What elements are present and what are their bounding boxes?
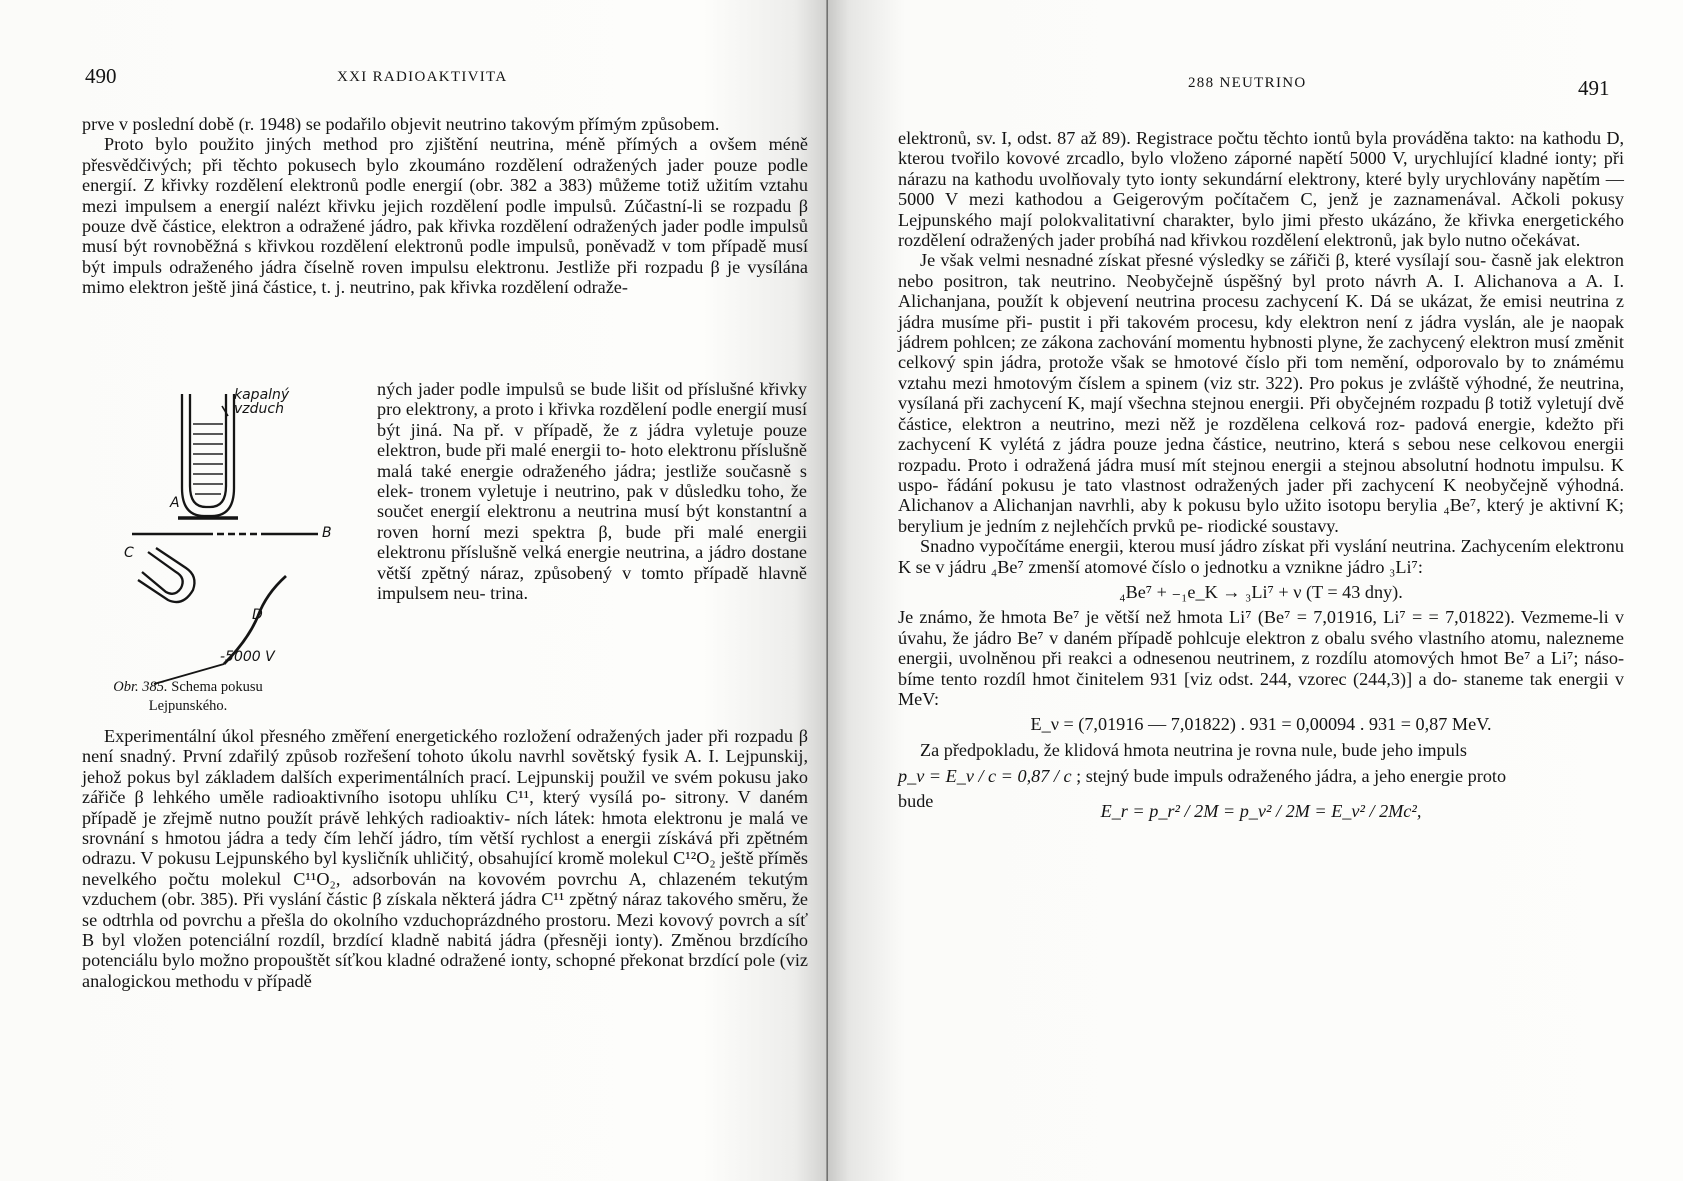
text-line: spinem (viz str. 322). Pro pokus je zvláště výhodné, že neutrina, vysílaná při — [898, 372, 1624, 414]
figure-caption-number: Obr. 385. — [113, 679, 168, 695]
text-line: musí být konstantní a roven horní mezi — [377, 501, 807, 542]
right-paragraph-5: Za předpokladu, že klidová hmota neutrina je rovna nule, bude jeho impuls — [920, 739, 1467, 760]
figure-label-a: A — [170, 495, 180, 511]
text-line: sitrony. V daném případě je zřejmě nutno použít právě lehkých radioaktiv- — [82, 787, 809, 828]
text-line: bíme tento rozdíl hmot činitelem 931 [viz odst. 244, vzorec (244,3)] a do- — [898, 668, 1464, 689]
equation-3-text: E_r = p_r² / 2M = p_ν² / 2M = E_ν² / 2Mc², — [1100, 801, 1422, 821]
text-line: elektron z obalu svého vlastního atomu, nalezneme energii, uvolněnou při — [898, 627, 1624, 669]
text-line: jádra C¹¹ zpětný náraz takového směru, že se odtrhla od povrchu a přešla — [82, 889, 808, 930]
left-text-top — [82, 114, 808, 298]
text-line: ukázáno, že křivka energetického rozdělení odražených jader probíhá nad — [898, 209, 1624, 251]
figure-label-voltage: -5000 V — [220, 649, 275, 665]
text-line: Je však velmi nesnadné získat přesné výsledky se zářiči β, které vysílají sou- — [920, 250, 1492, 271]
text-line: a vznikne jádro ₃Li⁷: — [1272, 556, 1423, 577]
figure-385 — [82, 387, 356, 744]
text-line: Experimentální úkol přesného změření energetického rozložení odražených — [104, 726, 667, 746]
text-line: pouze elektron, bude při malé energii to- — [377, 419, 807, 461]
text-line: výhodná. Alichanov a Alichanjan navrhli, aby k pokusu bylo užito isotopu — [898, 474, 1624, 516]
text-line: vyletují dvě částice, elektron a neutrino, mezi něž je rozdělena celková roz- — [898, 393, 1624, 434]
text-line: číselně roven impulsu elektronu. Jestliže při rozpadu β je vysílána mimo — [82, 256, 808, 298]
left-paragraph-2 — [82, 134, 808, 297]
right-page — [828, 0, 1683, 1181]
text-line: toho, že součet energií elektronu a neutrina — [377, 481, 807, 522]
right-paragraph-1 — [898, 128, 1624, 250]
text-line: zářiče β lehkého uměle radioaktivního isotopu uhlíku C¹¹, který vysílá po- — [82, 787, 676, 808]
figure-label-liquid-air-2: vzduch — [234, 401, 284, 417]
text-line: odraženého jádra; jestliže současně s elek- — [377, 460, 807, 502]
text-line: vložen potenciální rozdíl, brzdící kladně nabitá jádra (přesněji ionty). — [133, 930, 671, 951]
text-line: Lejpunského byl kysličník uhličitý, obsahující kromě molekul C¹²O₂ ještě — [215, 848, 759, 869]
text-line: jader podle impulsů musí být rovnoběžná s křivkou rozdělení elektronů — [82, 216, 809, 257]
text-line: energií (obr. 382 a 383) můžeme totiž užitím vztahu mezi impulsem a energií — [82, 175, 808, 216]
text-line: Zachycením elektronu K se v jádru ₄Be⁷ zmenší atomové číslo o jednotku — [898, 536, 1624, 577]
impulse-formula: p_ν = E_ν / c = 0,87 / c — [898, 766, 1072, 787]
text-line: úkolu navrhl sovětský fysik A. I. Lejpunskij, jehož pokus byl základem — [82, 746, 808, 787]
text-line: proto návrh A. I. Alichanova a A. I. Alichanjana, použít k objevení neutrina — [898, 270, 1625, 312]
page-number-right: 491 — [1578, 76, 1610, 100]
text-line: tyto ionty sekundární elektrony, které byly urychlovány napětím —5000 V — [898, 168, 1624, 210]
equation-1-text: ₄Be⁷ + ₋₁e_K → ₃Li⁷ + ν (T = 43 dny). — [1119, 581, 1403, 602]
text-line: dalších experimentálních prací. Lejpunskij použil ve svém pokusu jako — [280, 766, 808, 787]
text-line: nalézt křivku jejich rozdělení podle impulsů. Zúčastní-li se rozpadu β pouze — [82, 195, 809, 237]
running-head-left: XXI RADIOAKTIVITA — [337, 69, 508, 85]
text-line: Snadno vypočítáme energii, kterou musí jádro získat při vyslání neutrina. — [920, 536, 1461, 557]
figure-caption-text: Schema pokusu — [171, 679, 263, 695]
equation-2-text: E_ν = (7,01916 — 7,01822) . 931 = 0,00094 . 931 = 0,87 MeV. — [1030, 714, 1492, 735]
text-line: příslušně velká energie neutrina, a jádro — [451, 542, 752, 563]
text-line: a ovšem méně přesvědčivých; při těchto pokusech bylo zkoumáno rozdělení — [82, 134, 809, 175]
figure-caption — [82, 678, 294, 716]
page-number-left: 490 — [85, 64, 117, 88]
figure-label-b: B — [322, 525, 332, 541]
text-line: elektron musí změnit celkový spin jádra, protože však se hmotové číslo při — [898, 332, 1624, 373]
text-line: neutrino, která s sebou nese celkovou energii rozpadu. Proto i odražená — [898, 434, 1624, 475]
running-head-right: 288 NEUTRINO — [1188, 75, 1307, 91]
left-page — [0, 0, 828, 1181]
figure-label-d: D — [252, 607, 263, 623]
left-text-narrow — [377, 379, 807, 603]
text-line: elektronů, sv. I, odst. 87 až 89). Registrace počtu těchto iontů byla prováděna — [898, 128, 1474, 148]
text-line: Změnou brzdícího potenciálu bylo možno propouštět síťkou kladné odražené — [82, 930, 809, 971]
equation-recoil-energy — [898, 801, 1624, 821]
text-line: spektra β, bude při malé energii elektronu — [377, 521, 808, 563]
text-line: zachycení K, mají všechna stejnou energii. Při obyčejném rozpadu β totiž — [989, 393, 1537, 414]
figure-label-c: C — [124, 545, 134, 561]
text-line: ionty, schopné překonat brzdící pole (viz analogickou methodu v případě — [82, 950, 808, 991]
text-line: v tomto případě hlavně impulsem neu- — [377, 562, 808, 604]
text-line: mezi kathodou a Geigerovým počítačem C, jenž je zaznamenával. Ačkoli — [968, 189, 1572, 210]
left-text-bottom — [82, 726, 808, 991]
text-line: pustit i při takovém procesu, kdy elektron není z jádra vyslán, ale je naopak — [1039, 311, 1624, 332]
text-line: staneme tak energii v MeV: — [898, 668, 1624, 709]
left-paragraph-1 — [82, 114, 808, 134]
text-line: Proto bylo použito jiných method pro zjištění neutrina, méně přímých — [104, 134, 690, 155]
figure-caption-text-2: Lejpunského. — [148, 698, 228, 714]
figure-label-liquid-air-1: kapalný — [234, 387, 290, 403]
text-line: Je známo, že hmota Be⁷ je větší než hmota Li⁷ (Be⁷ = 7,01916, Li⁷ = — [898, 607, 1429, 628]
text-line: prve v poslední době (r. 1948) se podařilo objevit neutrino takovým přímým — [82, 114, 642, 134]
text-line: i křivka rozdělení podle energií musí být — [377, 399, 808, 440]
right-paragraph-3 — [898, 536, 1624, 577]
text-line: lehčí jádro, tím větší rychlost a energii získává při zpětném odrazu. V pokusu — [82, 828, 809, 869]
text-line: reakci a odnesenou neutrinem, z rozdílu atomových hmot Be⁷ a Li⁷; náso- — [1068, 648, 1625, 669]
text-line: jader při rozpadu β není snadný. První zdařilý způsob rozřešení tohoto — [82, 726, 808, 767]
right-text — [898, 128, 1624, 826]
text-line: = 7,01822). Vezmeme-li v úvahu, že jádro Be⁷ v daném případě pohlcuje — [898, 607, 1624, 648]
text-line: riodické soustavy. — [1207, 515, 1339, 536]
text-line: řádání pokusu je tato vlastnost odražených jader při zachycení K neobyčejně — [947, 474, 1557, 495]
text-line: křivkou rozdělení elektronů, jak bylo nutno očekávat. — [1190, 230, 1581, 251]
text-line: dostane větší zpětný náraz, způsobený — [377, 542, 807, 583]
text-line: ných jader podle impulsů se bude lišit — [377, 379, 665, 399]
impulse-text: ; stejný bude impuls odraženého jádra, a jeho energie proto — [1076, 766, 1507, 787]
text-line: od příslušné křivky pro elektrony, a proto — [377, 379, 807, 420]
bude-word: bude — [898, 790, 934, 811]
text-line: příměs nevelkého počtu molekul C¹¹O₂, adsorbován na kovovém povrchu A, — [82, 848, 808, 889]
text-line: trina. — [490, 583, 529, 604]
text-line: takto: na kathodu D, kterou tvořilo kovové zrcadlo, bylo vloženo záporné — [898, 128, 1624, 169]
text-line: podle impulsů, poněvadž v tom případě musí být impuls odraženého jádra — [82, 236, 809, 277]
text-line: způsobem. — [641, 114, 720, 134]
text-line: pokusy Lejpunského mají polokvalitativní charakter, bylo jimi přesto — [898, 189, 1624, 230]
text-line: do okolního vzduchoprázdného prostoru. Mezi kovový povrch a síť B byl — [82, 909, 808, 951]
text-line: tronem vyletuje i neutrino, pak v důsledku — [419, 481, 748, 502]
left-paragraph-3 — [82, 726, 808, 991]
text-line: odražených jader pouze podle energií. Z křivky rozdělení elektronů podle — [82, 154, 808, 196]
text-line: tom nemění, odporovalo by to známému vztahu mezi hmotovým číslem a — [898, 352, 1624, 393]
impulse-line — [898, 766, 1624, 786]
right-paragraph-2 — [898, 250, 1624, 536]
text-line: hoto elektronu příslušně malá také energie — [377, 440, 807, 481]
text-line: jiná. Na př. v případě, že z jádra vyletuje — [410, 419, 764, 440]
text-line: padová energie, kdežto při zachycení K vylétá z jádra pouze jedna částice, — [898, 413, 1624, 455]
text-line: berylia ₄Be⁷, který je aktivní K; berylium je jedním z nejlehčích prvků pe- — [898, 495, 1624, 536]
text-line: elektron ještě jiná částice, t. j. neutrino, pak křivka rozdělení odraže- — [129, 277, 628, 298]
text-line: časně jak elektron nebo positron, tak neutrino. Neobyčejně úspěšný byl — [898, 250, 1624, 291]
figure-385-diagram — [82, 394, 356, 694]
equation-beryllium-capture — [898, 582, 1624, 602]
text-line: jádra musí mít stejnou energii a stejnou absolutní hodnotu impulsu. K uspo- — [898, 454, 1624, 495]
text-line: jádrem pohlcen; ze zákona zachování momentu hybnosti plyne, že zachycený — [898, 332, 1470, 353]
text-line: ních látek: hmota elektronu je malá ve srovnání s hmotou jádra a tedy čím — [82, 807, 808, 849]
left-paragraph-2-continued — [377, 379, 807, 603]
equation-neutrino-energy — [898, 714, 1624, 734]
text-line: procesu zachycení K. Dá se ukázat, že emisi neutrina z jádra musíme při- — [898, 291, 1624, 332]
right-paragraph-4 — [898, 607, 1624, 709]
text-line: napětí 5000 V, urychlující kladné ionty; při nárazu na kathodu uvolňovaly — [898, 148, 1625, 189]
text-line: dvě částice, elektron a odražené jádro, pak křivka rozdělení odražených — [130, 216, 663, 237]
text-line: chlazeném tekutým vzduchem (obr. 385). Při vyslání částic β získala některá — [82, 868, 808, 910]
